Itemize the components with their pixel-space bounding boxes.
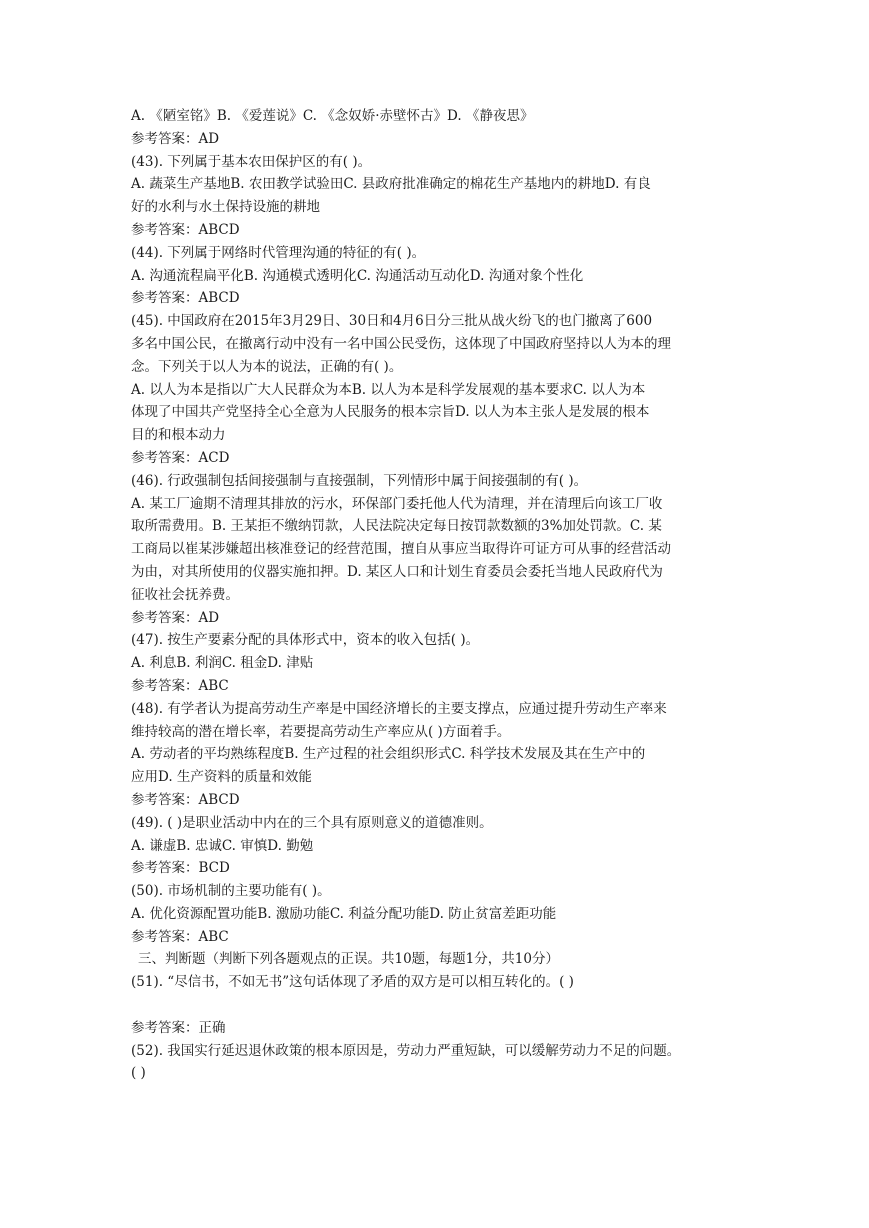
answer-line: 参考答案：BCD	[131, 860, 230, 877]
question-line: (44). 下列属于网络时代管理沟通的特征的有( )。	[131, 244, 426, 261]
answer-line: 参考答案：ABC	[131, 928, 229, 945]
section-heading: 三、判断题（判断下列各题观点的正误。共10题，每题1分，共10分）	[138, 951, 559, 968]
option-line: A. 某工厂逾期不清理其排放的污水，环保部门委托他人代为清理，并在清理后向该工厂收	[131, 495, 663, 512]
document-page	[131, 105, 743, 1085]
option-line: A. 沟通流程扁平化B. 沟通模式透明化C. 沟通活动互动化D. 沟通对象个性化	[131, 267, 584, 284]
answer-line: 参考答案：正确	[131, 1019, 226, 1036]
answer-line: 参考答案：AD	[131, 130, 220, 147]
question-line: (49). ( )是职业活动中内在的三个具有原则意义的道德准则。	[131, 814, 493, 831]
option-line: A. 谦虚B. 忠诚C. 审慎D. 勤勉	[131, 837, 314, 854]
question-line: ( )	[131, 1065, 146, 1082]
question-line: (45). 中国政府在2015年3月29日、30日和4月6日分三批从战火纷飞的也门撤离了600	[131, 313, 653, 330]
answer-line: 参考答案：ABC	[131, 677, 229, 694]
answer-line: 参考答案：ABCD	[131, 290, 240, 307]
option-line: A. 优化资源配置功能B. 激励功能C. 利益分配功能D. 防止贫富差距功能	[131, 905, 557, 922]
blank-line	[131, 994, 743, 1017]
option-line: A. 《陋室铭》B. 《爱莲说》C. 《念奴娇·赤壁怀古》D. 《静夜思》	[131, 108, 534, 124]
option-line: 好的水利与水土保持设施的耕地	[131, 199, 320, 216]
option-line: A. 以人为本是指以广大人民群众为本B. 以人为本是科学发展观的基本要求C. 以人为本	[131, 381, 646, 398]
answer-line: 参考答案：ABCD	[131, 791, 240, 808]
question-line: (51). “尽信书，不如无书”这句话体现了矛盾的双方是可以相互转化的。( )	[131, 974, 574, 991]
answer-line: 参考答案：AD	[131, 609, 220, 626]
option-line: 工商局以崔某涉嫌超出核准登记的经营范围，擅自从事应当取得许可证方可从事的经营活动	[131, 541, 671, 558]
answer-line: 参考答案：ABCD	[131, 221, 240, 238]
question-line: (48). 有学者认为提高劳动生产率是中国经济增长的主要支撑点，应通过提升劳动生产率来	[131, 700, 667, 717]
option-line: 征收社会抚养费。	[131, 586, 239, 603]
option-line: A. 利息B. 利润C. 租金D. 津贴	[131, 655, 314, 672]
question-line: 多名中国公民，在撤离行动中没有一名中国公民受伤，这体现了中国政府坚持以人为本的理	[131, 335, 671, 352]
option-line: 目的和根本动力	[131, 427, 226, 444]
option-line: 为由，对其所使用的仪器实施扣押。D. 某区人口和计划生育委员会委托当地人民政府代为	[131, 563, 663, 580]
question-line: 维持较高的潜在增长率，若要提高劳动生产率应从( )方面着手。	[131, 723, 511, 740]
question-line: 念。下列关于以人为本的说法，正确的有( )。	[131, 358, 403, 375]
option-line: A. 蔬菜生产基地B. 农田教学试验田C. 县政府批准确定的棉花生产基地内的耕地D. 有良	[131, 176, 651, 193]
question-line: (47). 按生产要素分配的具体形式中，资本的收入包括( )。	[131, 632, 480, 649]
option-line: 体现了中国共产党坚持全心全意为人民服务的根本宗旨D. 以人为本主张人是发展的根本	[131, 404, 650, 421]
option-line: 应用D. 生产资料的质量和效能	[131, 769, 312, 786]
question-line: (43). 下列属于基本农田保护区的有( )。	[131, 153, 372, 170]
question-line: (52). 我国实行延迟退休政策的根本原因是，劳动力严重短缺，可以缓解劳动力不足的问题。	[131, 1042, 681, 1059]
option-line: 取所需费用。B. 王某拒不缴纳罚款，人民法院决定每日按罚款数额的3%加处罚款。C. 某	[131, 518, 662, 535]
question-line: (50). 市场机制的主要功能有( )。	[131, 883, 331, 900]
question-line: (46). 行政强制包括间接强制与直接强制，下列情形中属于间接强制的有( )。	[131, 472, 588, 489]
option-line: A. 劳动者的平均熟练程度B. 生产过程的社会组织形式C. 科学技术发展及其在生产中的	[131, 746, 646, 763]
answer-line: 参考答案：ACD	[131, 449, 230, 466]
